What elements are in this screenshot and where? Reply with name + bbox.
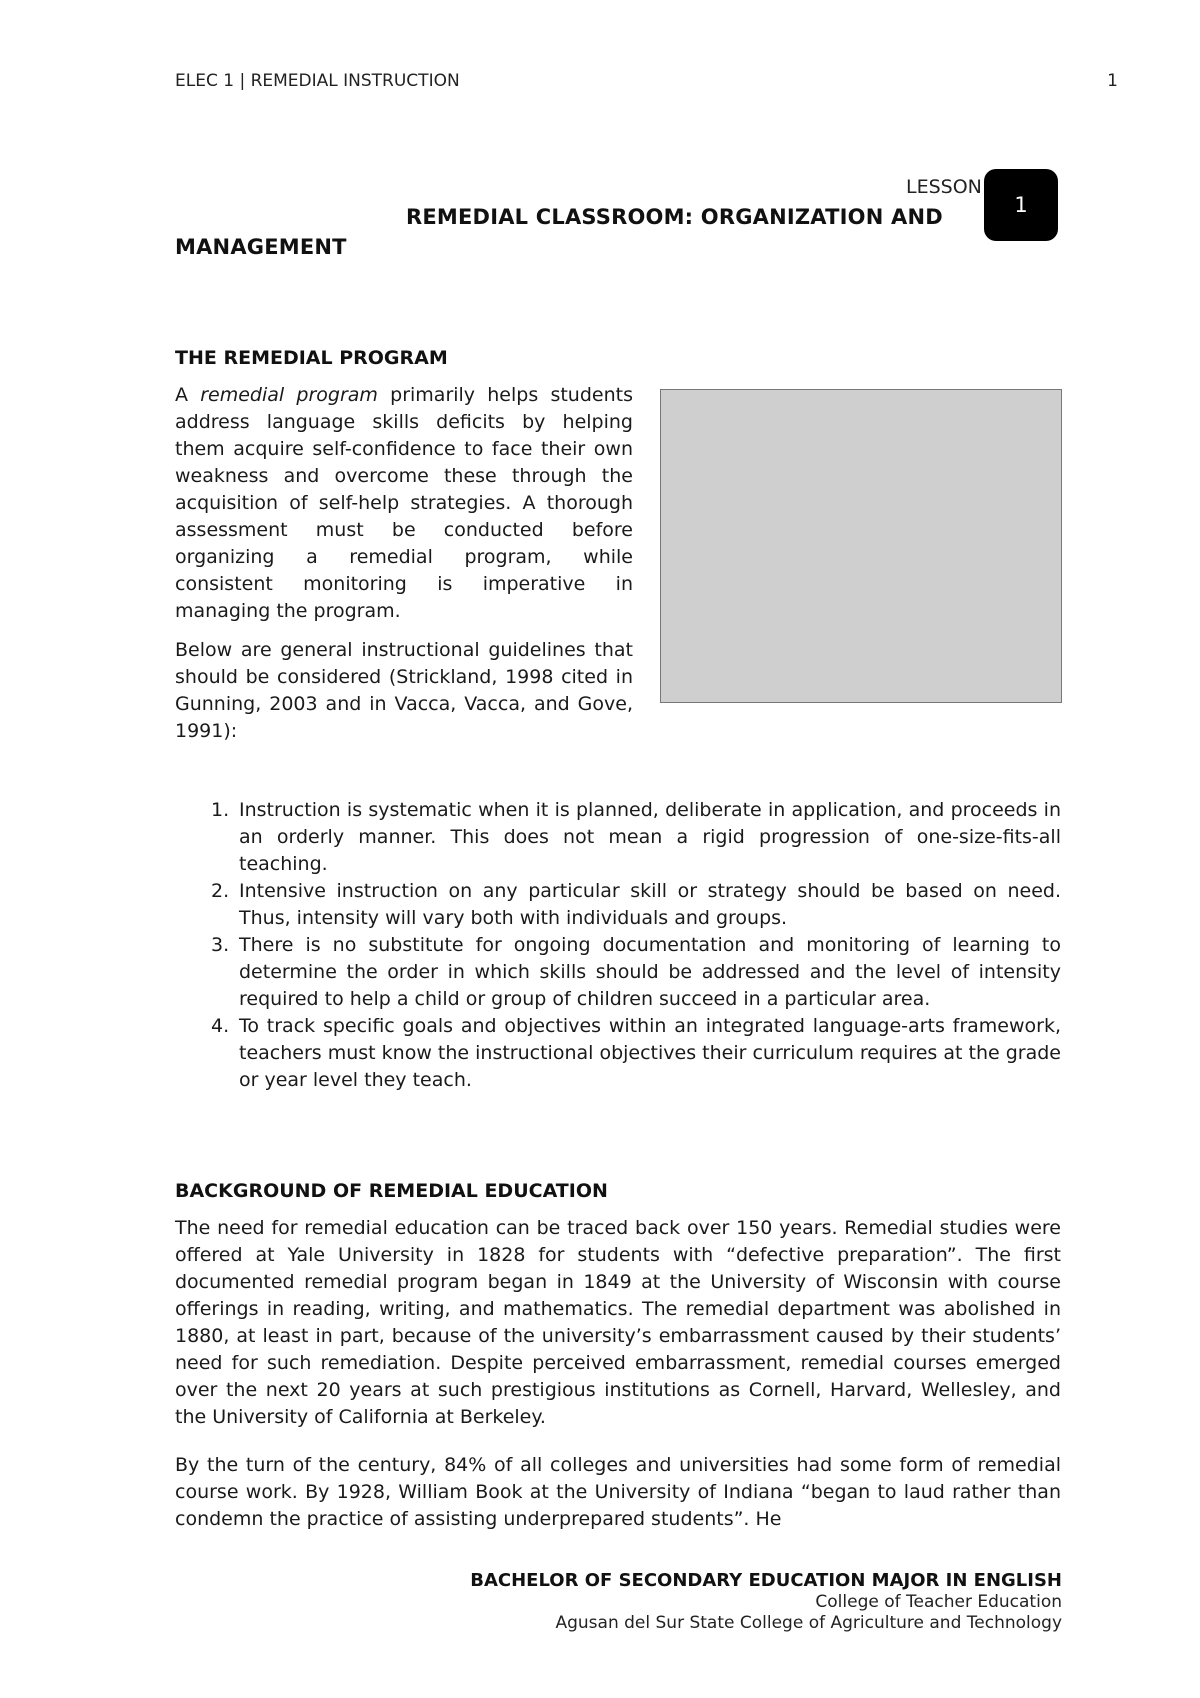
list-item: [175, 1013, 1061, 1094]
background-paragraph-1: The need for remedial education can be traced back over 150 years. Remedial studies were offered at Yale University in 1828 for students with “defective preparation”. The first documented remedial program began in 1849 at the University of Wisconsin with course offerings in reading, writing, and mathematics. The remedial department was abolished in 1880, at least in part, because of the university’s embarrassment caused by their students’ need for such remediation. Despite perceived embarrassment, remedial courses emerged over the next 20 years at such prestigious institutions as Cornell, Harvard, Wellesley, and the University of California at Berkeley.: [175, 1217, 1061, 1428]
footer-institution: Agusan del Sur State College of Agriculture and Technology: [555, 1613, 1062, 1633]
list-item: [175, 797, 1061, 878]
footer-program: BACHELOR OF SECONDARY EDUCATION MAJOR IN ENGLISH: [470, 1570, 1062, 1591]
tutoring-photo: [660, 389, 1062, 703]
running-header: ELEC 1 | REMEDIAL INSTRUCTION: [175, 71, 460, 91]
paragraph-body: primarily helps students address language skills deficits by helping them acquire self-confidence to face their own weakness and overcome these through the acquisition of self-help strategies. A thorough assessment must be conducted before organizing a remedial program, while consistent monitoring is imperative in managing the program.: [175, 384, 633, 622]
remedial-program-paragraph: [175, 382, 633, 625]
list-item-number: 1.: [211, 799, 230, 821]
footer-college: College of Teacher Education: [815, 1592, 1062, 1612]
lesson-number-badge: [984, 169, 1058, 241]
guidelines-list: [175, 797, 1061, 1094]
section-heading-remedial-program: THE REMEDIAL PROGRAM: [175, 347, 448, 369]
italic-term: remedial program: [200, 384, 378, 406]
lesson-number: 1: [1014, 193, 1028, 217]
section-heading-background: BACKGROUND OF REMEDIAL EDUCATION: [175, 1180, 608, 1202]
lesson-title-line-2: MANAGEMENT: [175, 235, 347, 259]
list-item: [175, 878, 1061, 932]
list-item-text: There is no substitute for ongoing documentation and monitoring of learning to determine the order in which skills should be addressed and the level of intensity required to help a child or group of children succeed in a particular area.: [239, 934, 1061, 1010]
list-item: [175, 932, 1061, 1013]
guidelines-intro-paragraph: Below are general instructional guidelines that should be considered (Strickland, 1998 cited in Gunning, 2003 and in Vacca, Vacca, and Gove, 1991):: [175, 639, 633, 742]
page-number: 1: [1107, 71, 1118, 91]
list-item-text: Instruction is systematic when it is planned, deliberate in application, and proceeds in an orderly manner. This does not mean a rigid progression of one-size-fits-all teaching.: [239, 799, 1061, 875]
list-item-text: Intensive instruction on any particular skill or strategy should be based on need. Thus, intensity will vary both with individuals and groups.: [239, 880, 1061, 929]
list-item-number: 3.: [211, 934, 230, 956]
list-item-text: To track specific goals and objectives within an integrated language-arts framework, teachers must know the instructional objectives their curriculum requires at the grade or year level they teach.: [239, 1015, 1061, 1091]
lesson-title-line-1: REMEDIAL CLASSROOM: ORGANIZATION AND: [406, 205, 943, 229]
lesson-label: LESSON: [906, 176, 982, 198]
paragraph-prefix: A: [175, 384, 201, 406]
background-paragraph-2: By the turn of the century, 84% of all colleges and universities had some form of remedial course work. By 1928, William Book at the University of Indiana “began to laud rather than condemn the practice of assisting underprepared students”. He: [175, 1454, 1061, 1530]
list-item-number: 2.: [211, 880, 230, 902]
list-item-number: 4.: [211, 1015, 230, 1037]
